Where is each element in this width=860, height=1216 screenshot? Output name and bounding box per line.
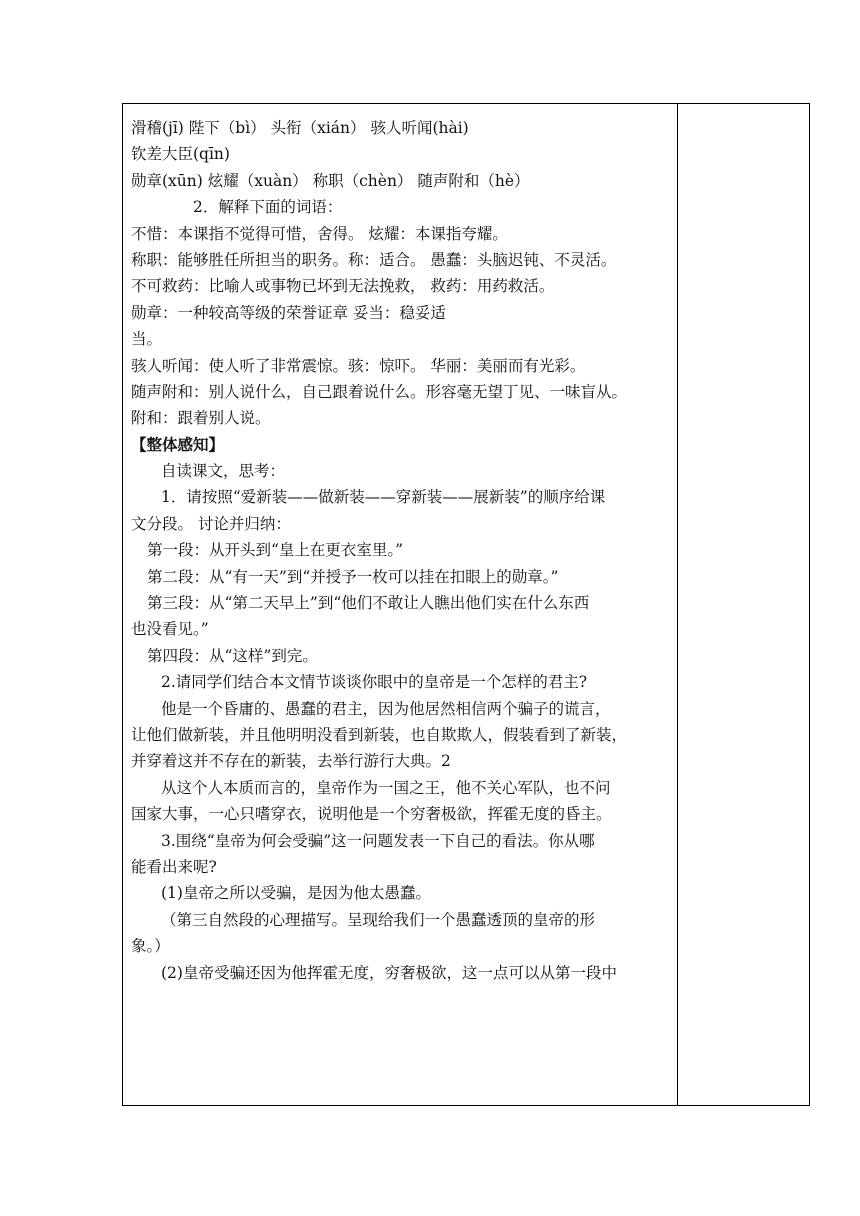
question-3-line-1: 3.围绕“皇帝为何会受骗”这一问题发表一下自己的看法。你从哪 — [161, 831, 595, 850]
vocab-line-4: 勋章：一种较高等级的荣誉证章 妥当：稳妥适 — [131, 303, 446, 322]
answer-3-point-2: (2)皇帝受骗还因为他挥霍无度，穷奢极欲，这一点可以从第一段中 — [161, 963, 617, 982]
vocab-line-2: 称职：能够胜任所担当的职务。称：适合。 愚蠢：头脑迟钝、不灵活。 — [131, 250, 617, 269]
answer-2-line-3: 并穿着这并不存在的新装，去举行游行大典。2 — [131, 752, 451, 771]
question-1-line-1: 1．请按照“爱新装——做新装——穿新装——展新装”的顺序给课 — [161, 488, 606, 507]
vocab-line-7: 随声附和：别人说什么，自己跟着说什么。形容毫无望丁见、一味盲从。 — [131, 382, 628, 401]
answer-2-line-4: 从这个人本质而言的，皇帝作为一国之王，他不关心军队，也不问 — [161, 778, 611, 797]
paragraph-3-line-1: 第三段：从“第二天早上”到“他们不敢让人瞧出他们实在什么东西 — [147, 594, 590, 613]
paragraph-1: 第一段：从开头到“皇上在更衣室里。” — [147, 541, 404, 560]
vocab-heading: 2．解释下面的词语： — [193, 198, 343, 217]
answer-3-point-1: (1)皇帝之所以受骗，是因为他太愚蠢。 — [161, 884, 431, 903]
paragraph-4: 第四段：从“这样”到完。 — [147, 646, 318, 665]
lesson-content-cell — [131, 115, 671, 986]
answer-2-line-2: 让他们做新装，并且他明明没看到新装，也自欺欺人，假装看到了新装， — [131, 725, 628, 744]
notes-column-cell — [678, 104, 809, 1105]
paragraph-2: 第二段：从“有一天”到“并授予一枚可以挂在扣眼上的勋章。” — [147, 567, 559, 586]
answer-2-line-1: 他是一个昏庸的、愚蠢的君主，因为他居然相信两个骗子的谎言， — [161, 699, 611, 718]
vocab-line-5: 当。 — [131, 330, 163, 349]
question-3-line-2: 能看出来呢? — [131, 857, 217, 876]
pinyin-line-1: 滑稽(jī) 陛下（bì） 头衔（xián） 骇人听闻(hài) — [131, 119, 469, 137]
vocab-line-3: 不可救药：比喻人或事物已坏到无法挽救， 救药：用药救活。 — [131, 277, 555, 296]
pinyin-line-3: 勋章(xūn) 炫耀（xuàn） 称职（chèn） 随声附和（hè） — [131, 171, 530, 190]
question-1-line-2: 文分段。 讨论并归纳： — [131, 514, 291, 533]
answer-3-note-line-1: （第三自然段的心理描写。呈现给我们一个愚蠢透顶的皇帝的形 — [161, 910, 596, 929]
vocab-line-6: 骇人听闻：使人听了非常震惊。骇：惊吓。 华丽：美丽而有光彩。 — [131, 356, 586, 375]
answer-2-line-5: 国家大事，一心只嗜穿衣，说明他是一个穷奢极欲，挥霍无度的昏主。 — [131, 805, 612, 824]
lesson-table — [122, 103, 810, 1106]
section-heading: 【整体感知】 — [131, 435, 225, 454]
paragraph-3-line-2: 也没看见。” — [131, 620, 209, 639]
question-2: 2.请同学们结合本文情节谈谈你眼中的皇帝是一个怎样的君主? — [161, 673, 588, 692]
vocab-line-1: 不惜：本课指不觉得可惜，舍得。 炫耀：本课指夸耀。 — [131, 224, 508, 243]
reading-prompt: 自读课文，思考： — [161, 462, 286, 481]
pinyin-line-2: 钦差大臣(qīn) — [131, 145, 230, 164]
vocab-line-8: 附和：跟着别人说。 — [131, 409, 271, 428]
answer-3-note-line-2: 象。） — [131, 937, 170, 956]
